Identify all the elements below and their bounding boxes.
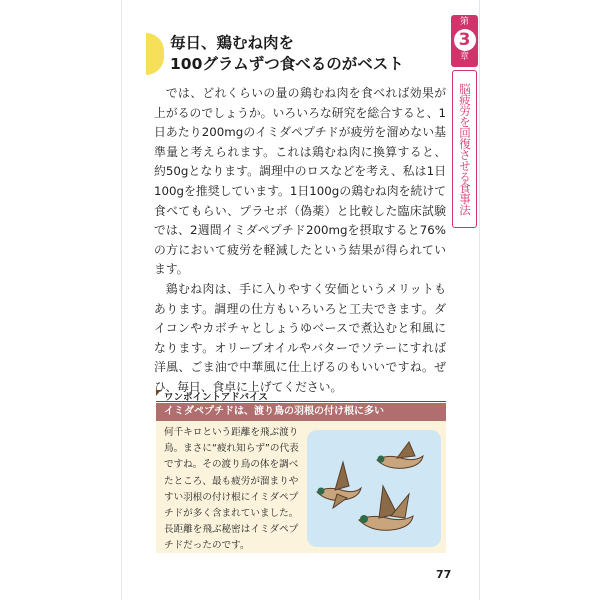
chapter-tab: [451, 15, 478, 67]
chapter-number: 3: [454, 29, 476, 51]
advice-label: ワンポイントアドバイス: [156, 389, 268, 403]
paragraph: 鶏むね肉は、手に入りやすく安価というメリットもあります。調理の仕方もいろいろと工夫できます。ダイコンやカボチャとしょうゆベースで煮込むと和風になります。オリーブオイルやバターでソテーにすれば洋風、ごま油で中華風に仕上げるのもいいですね。ぜひ、毎日、食卓に上げてください。: [154, 281, 446, 394]
divider: [156, 401, 446, 402]
advice-text: 何千キロという距離を飛ぶ渡り鳥。まさに“疲れ知らず”の代表ですね。その渡り鳥の体を調べたところ、最も疲労が溜まりやすい羽根の付け根にイミダペプチドが多く含まれていました。長距離を飛ぶ秘密はイミダペプチドだったのです。: [164, 427, 299, 552]
duck-icon: [377, 442, 423, 468]
heading-line-2: 100グラムずつ食べるのがベスト: [170, 55, 404, 73]
section-heading: [170, 33, 404, 75]
paragraph: では、どれくらいの量の鶏むね肉を食べれば効果が上がるのでしょうか。いろいろな研究を総合すると、1日あたり200mgのイミダペプチドが疲労を溜めない基準量と考えられます。これは鶏むね肉に換算すると、約50gとなります。調理中のロスなどを考え、私は1日100gを推奨しています。1日100gの鶏むね肉を続けて食べてもらい、プラセボ（偽薬）と比較した臨床試験では、2週間イミダペプチド200mgを摂取すると76%の方において疲労を軽減したという結果が得られています。: [154, 86, 446, 277]
duck-icon: [359, 486, 413, 530]
birds-icon: [307, 430, 441, 547]
chapter-prefix: 第: [459, 17, 469, 27]
migratory-birds-illustration: [307, 430, 441, 547]
chapter-suffix: 章: [459, 52, 469, 62]
chapter-subtitle: 脳疲労を回復させる食事法: [452, 70, 477, 228]
heading-line-1: 毎日、鶏むね肉を: [170, 34, 295, 52]
body-text: [154, 84, 446, 398]
duck-icon: [317, 462, 361, 508]
page-number: 77: [436, 568, 452, 581]
advice-headline: イミダペプチドは、渡り鳥の羽根の付け根に多い: [156, 403, 446, 421]
